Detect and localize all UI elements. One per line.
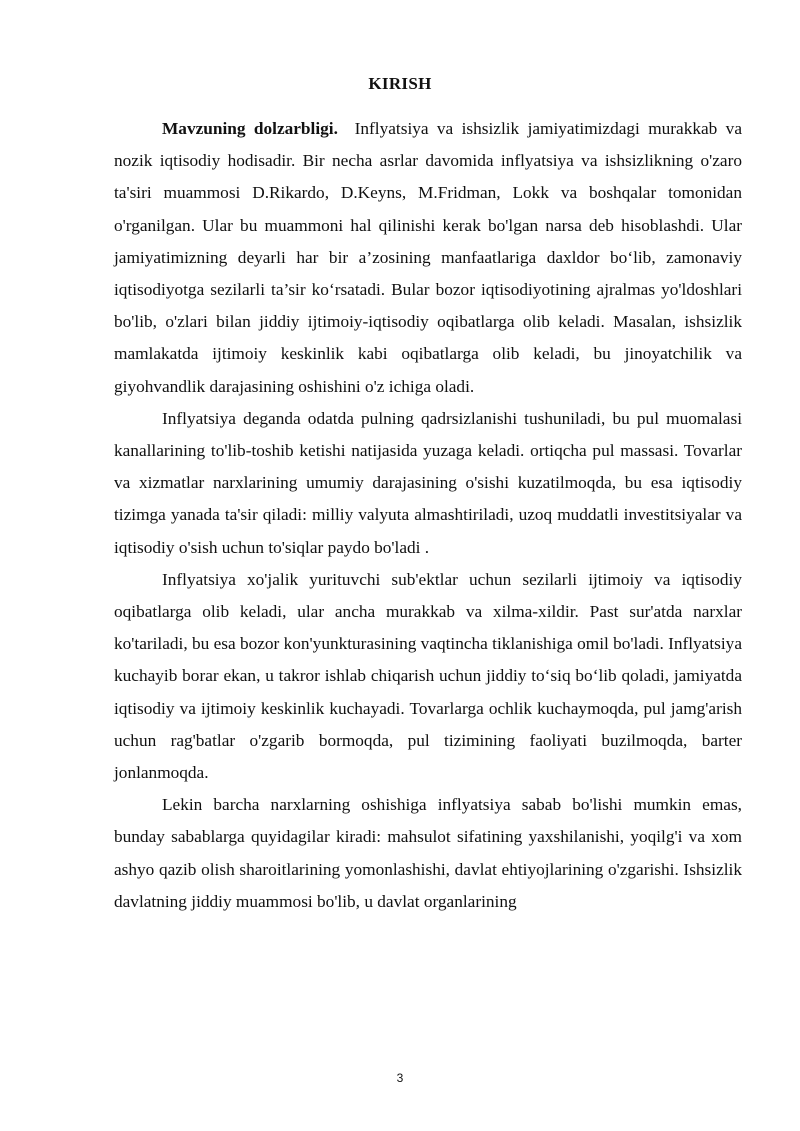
document-body	[114, 113, 742, 918]
paragraph-inflation-consequences	[114, 564, 742, 789]
paragraph-text: Inflyatsiya deganda odatda pulning qadrsizlanishi tushuniladi, bu pul muomalasi kanallarining to'lib-toshib ketishi natijasida yuzaga keladi. ortiqcha pul massasi. Tovarlar va xizmatlar narxlarining umumiy darajasining o'sishi kuzatilmoqda, bu esa iqtisodiy tizimga yanada ta'sir qiladi: milliy valyuta almashtiriladi, uzoq muddatli investitsiyalar va iqtisodiy o'sish uchun to'siqlar paydo bo'ladi .	[114, 408, 742, 557]
page-title: KIRISH	[368, 74, 432, 93]
paragraph-text: Lekin barcha narxlarning oshishiga inflyatsiya sabab bo'lishi mumkin emas, bunday sabablarga quyidagilar kiradi: mahsulot sifatining yaxshilanishi, yoqilg'i va xom ashyo qazib olish sharoitlarining yomonlashishi, davlat ehtiyojlarining o'zgarishi. Ishsizlik davlatning jiddiy muammosi bo'lib, u davlat organlarining	[114, 795, 742, 911]
page-number: 3	[396, 1071, 404, 1085]
paragraph-relevance	[114, 113, 742, 403]
paragraph-lead-label: Mavzuning dolzarbligi.	[162, 119, 338, 138]
paragraph-text: Inflyatsiya va ishsizlik jamiyatimizdagi murakkab va nozik iqtisodiy hodisadir. Bir necha asrlar davomida inflyatsiya va ishsizlikning o'zaro ta'siri muammosi D.Rikardo, D.Keyns, M.Fridman, Lokk va boshqalar tomonidan o'rganilgan. Ular bu muammoni hal qilinishi kerak bo'lgan narsa deb hisoblashdi. Ular jamiyatimizning deyarli har bir a’zosining manfaatlariga daxldor bo‘lib, zamonaviy iqtisodiyotga sezilarli ta’sir ko‘rsatadi. Bular bozor iqtisodiyotining ajralmas yo'ldoshlari bo'lib, o'zlari bilan jiddiy ijtimoiy-iqtisodiy oqibatlarga olib keladi. Masalan, ishsizlik mamlakatda ijtimoiy keskinlik kabi oqibatlarga olib keladi, bu jinoyatchilik va giyohvandlik darajasining oshishini o'z ichiga oladi.	[114, 119, 742, 396]
paragraph-price-causes	[114, 789, 742, 918]
paragraph-text: Inflyatsiya xo'jalik yurituvchi sub'ektlar uchun sezilarli ijtimoiy va iqtisodiy oqibatlarga olib keladi, ular ancha murakkab va xilma-xildir. Past sur'atda narxlar ko'tariladi, bu esa bozor kon'yunkturasining vaqtincha tiklanishiga omil bo'ladi. Inflyatsiya kuchayib borar ekan, u takror ishlab chiqarish uchun jiddiy to‘siq bo‘lib qoladi, jamiyatda iqtisodiy va ijtimoiy keskinlik kuchayadi. Tovarlarga ochlik kuchaymoqda, pul jamg'arish uchun rag'batlar o'zgarib bormoqda, pul tizimining faoliyati buzilmoqda, barter jonlanmoqda.	[114, 569, 742, 783]
paragraph-inflation-definition	[114, 403, 742, 564]
